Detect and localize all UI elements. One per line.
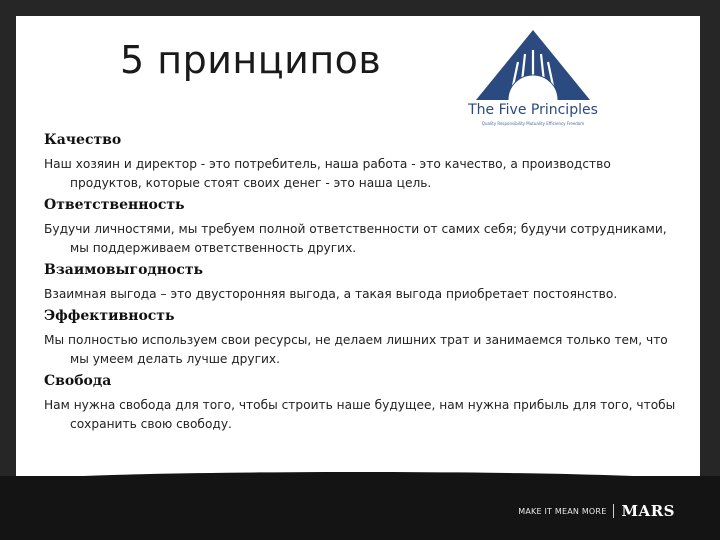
principle-efficiency bbox=[44, 308, 684, 369]
principle-mutuality bbox=[44, 262, 684, 304]
principle-title: Эффективность bbox=[44, 308, 175, 324]
slide bbox=[16, 16, 700, 476]
principle-quality bbox=[44, 132, 684, 193]
slide-title: 5 принципов bbox=[120, 38, 382, 82]
logo-name: The Five Principles bbox=[468, 102, 598, 118]
principle-text: Будучи личностями, мы требуем полной ответственности от самих себя; будучи сотрудниками, мы поддерживаем ответственность других. bbox=[44, 222, 667, 255]
mars-logo: MARS bbox=[621, 502, 675, 520]
mars-brand bbox=[518, 502, 675, 520]
brand-tagline: MAKE IT MEAN MORE bbox=[518, 506, 607, 516]
principle-text: Наш хозяин и директор - это потребитель, наша работа - это качество, а производство продуктов, которые стоят своих денег - это наша цель. bbox=[44, 157, 611, 190]
principle-title: Ответственность bbox=[44, 197, 185, 213]
principle-title: Качество bbox=[44, 132, 122, 148]
pyramid-icon bbox=[468, 24, 598, 104]
principles-list bbox=[44, 132, 684, 438]
five-principles-logo bbox=[468, 24, 598, 134]
brand-divider bbox=[613, 504, 614, 518]
principle-title: Взаимовыгодность bbox=[44, 262, 204, 278]
principle-text: Мы полностью используем свои ресурсы, не делаем лишних трат и занимаемся только тем, что мы умеем делать лучше других. bbox=[44, 333, 668, 366]
principle-responsibility bbox=[44, 197, 684, 258]
principle-freedom bbox=[44, 373, 684, 434]
principle-text: Нам нужна свобода для того, чтобы строить наше будущее, нам нужна прибыль для того, чтобы сохранить свою свободу. bbox=[44, 398, 676, 431]
principle-title: Свобода bbox=[44, 373, 112, 389]
logo-tagline: Quality Responsibility Mutuality Efficiency Freedom bbox=[481, 121, 585, 126]
principle-text: Взаимная выгода – это двусторонняя выгода, а такая выгода приобретает постоянство. bbox=[44, 287, 618, 301]
